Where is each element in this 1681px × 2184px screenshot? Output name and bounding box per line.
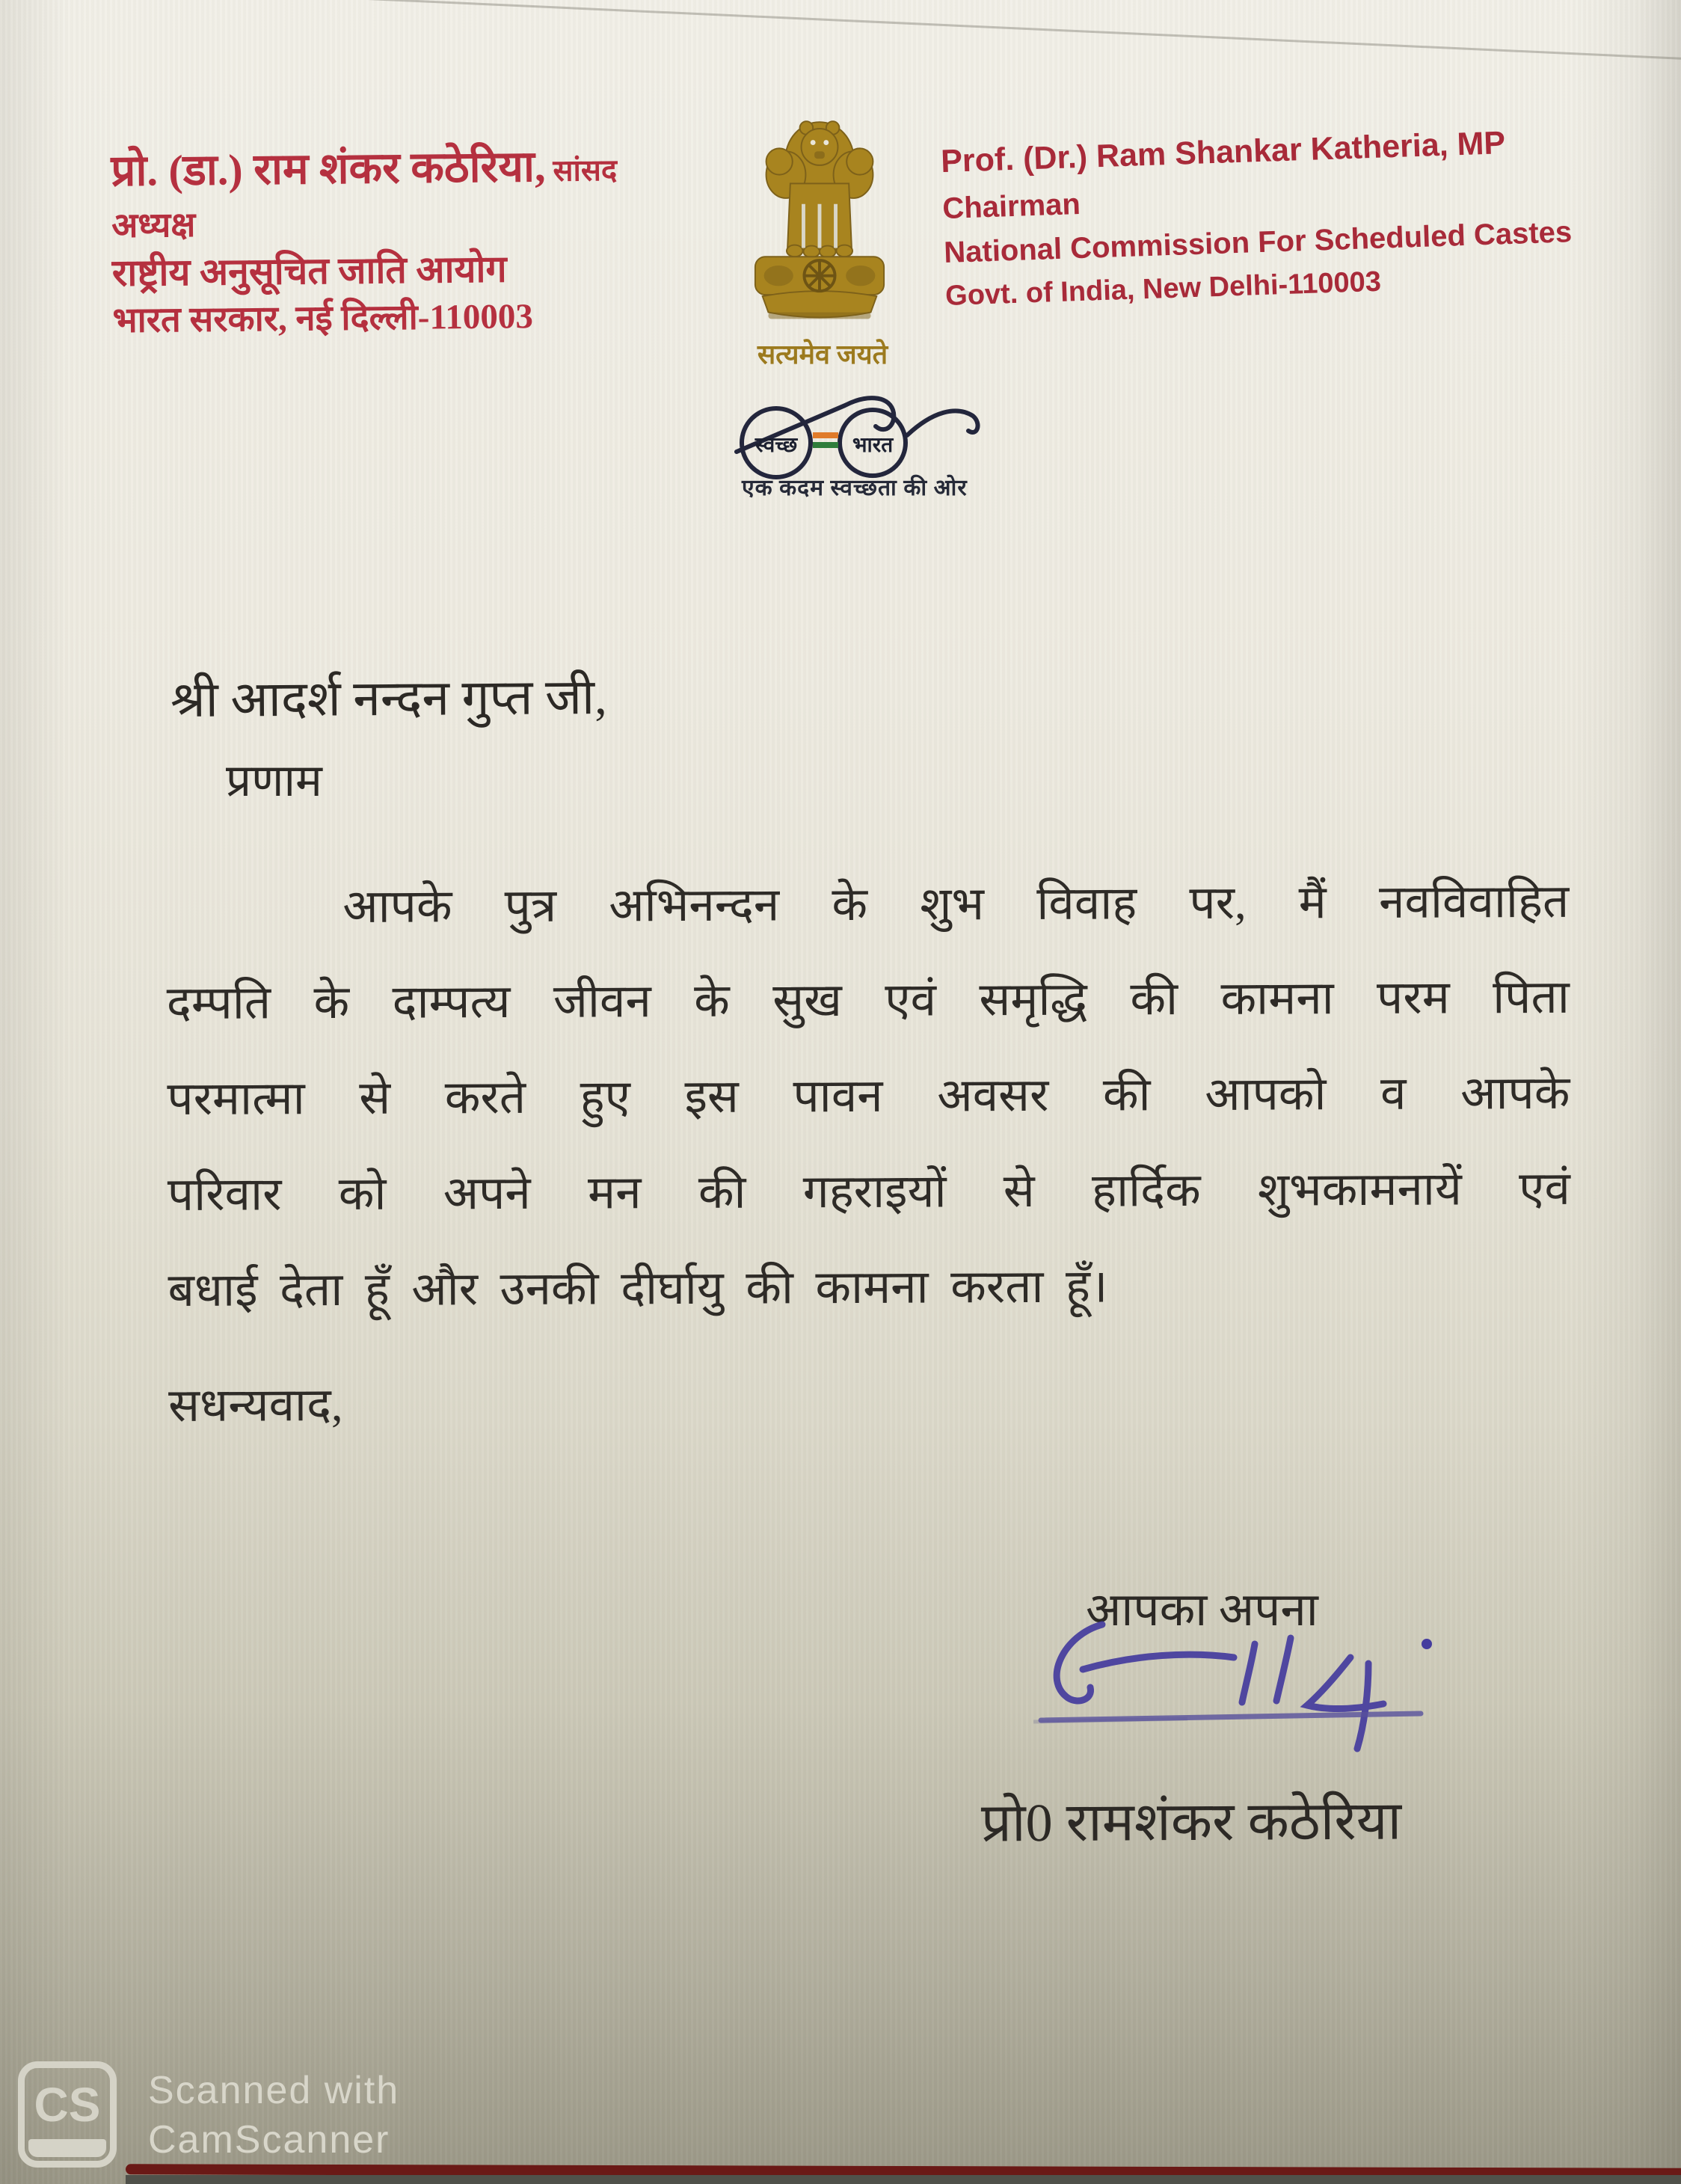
background-surface [126,2175,1681,2184]
signoff-line: आपका अपना [1086,1585,1318,1636]
body-line: दम्पति के दाम्पत्य जीवन के सुख एवं समृद्धि की कामना परम पिता [166,972,1570,1029]
body-line: परमात्मा से करते हुए इस पावन अवसर की आपको व आपके [167,1067,1570,1125]
sender-address-hindi: भारत सरकार, नई दिल्ली-110003 [112,297,534,340]
salutation: प्रणाम [226,756,322,806]
camscanner-watermark [148,2066,399,2165]
signature-ink [1030,1592,1449,1767]
camscanner-logo-bar [28,2139,106,2157]
sender-post-hindi: अध्यक्ष [111,205,196,245]
body-line: बधाई देता हूँ और उनकी दीर्घायु की कामना करता हूँ। [168,1261,1108,1316]
sender-name-english: Prof. (Dr.) Ram Shankar Katheria, MP [940,125,1506,180]
ashoka-emblem-icon [746,94,893,336]
sender-org-hindi: राष्ट्रीय अनुसूचित जाति आयोग [111,248,507,294]
sender-title-mp-hindi: सांसद [545,153,618,188]
letterhead-left [111,134,619,345]
paper-crease [351,0,1681,64]
sender-name-hindi [111,134,617,198]
swachh-bharat-tagline: एक कदम स्वच्छता की ओर [742,476,968,500]
body-line: परिवार को अपने मन की गहराइयों से हार्दिक शुभकामनायें एवं [167,1163,1571,1221]
sender-name-hindi-text: प्रो. (डा.) राम शंकर कठेरिया, [111,141,546,195]
watermark-line-2: CamScanner [148,2118,390,2162]
bharat-lens-label: भारत [852,434,894,457]
camscanner-logo-text: CS [34,2078,101,2132]
swachh-lens-label: स्वच्छ [755,434,798,457]
body-line: आपके पुत्र अभिनन्दन के शुभ विवाह पर, मैं नवविवाहित [342,876,1570,933]
sender-post-english: Chairman [941,187,1081,226]
signatory-name: प्रो0 रामशंकर कठेरिया [980,1791,1402,1853]
satyameva-jayate-motto: सत्यमेव जयते [757,340,888,369]
sender-org-english: National Commission For Scheduled Castes [943,215,1573,270]
letterhead-right [941,123,1574,313]
sender-address-english: Govt. of India, New Delhi-110003 [944,266,1382,313]
camscanner-logo-icon [18,2061,117,2168]
closing-line: सधन्यवाद, [168,1379,343,1432]
letter-body [166,854,1571,1454]
watermark-line-1: Scanned with [148,2069,400,2112]
recipient-line: श्री आदर्श नन्दन गुप्त जी, [170,669,607,728]
